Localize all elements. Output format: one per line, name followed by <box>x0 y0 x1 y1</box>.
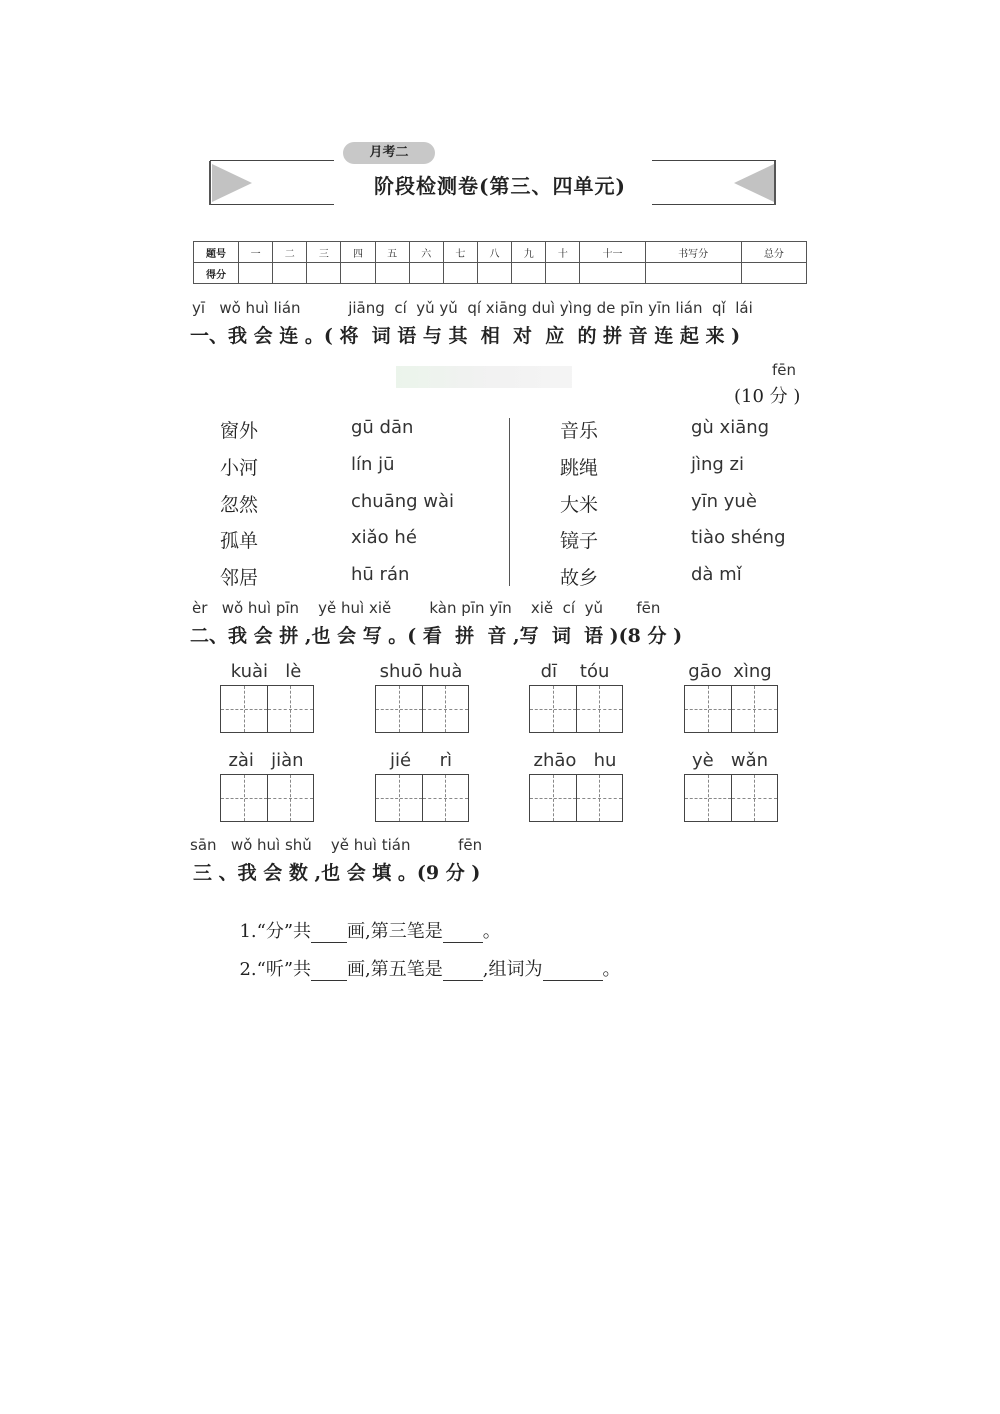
right-arrow-flag-icon <box>730 160 778 206</box>
writing-box[interactable] <box>577 686 623 732</box>
table-cell: 四 <box>341 242 375 263</box>
writing-box[interactable] <box>530 775 577 821</box>
score-field[interactable] <box>341 263 375 284</box>
grid-boxes[interactable] <box>684 774 778 822</box>
score-field[interactable] <box>546 263 580 284</box>
section2-heading: 二、我 会 拼 ,也 会 写 。( 看 拼 音 ,写 词 语 )(8 分 ) <box>190 625 683 647</box>
writing-grid[interactable] <box>220 661 312 733</box>
table-cell: 十 <box>546 242 580 263</box>
writing-box[interactable] <box>376 686 423 732</box>
left-word: 孤单 <box>220 530 259 552</box>
question-2-text-a: 2.“听”共 <box>239 959 312 980</box>
score-field[interactable] <box>512 263 546 284</box>
writing-grid[interactable] <box>529 661 621 733</box>
right-word: 故乡 <box>560 567 599 589</box>
left-arrow-flag-icon <box>208 160 256 206</box>
writing-grid[interactable] <box>375 750 467 822</box>
section1-pinyin: yī wǒ huì lián jiāng cí yǔ yǔ qí xiāng duì yìng de pīn yīn lián qǐ lái <box>192 299 753 317</box>
score-table <box>193 241 807 284</box>
writing-grid[interactable] <box>375 661 467 733</box>
grid-boxes[interactable] <box>375 774 469 822</box>
score-field[interactable] <box>307 263 341 284</box>
writing-box[interactable] <box>530 686 577 732</box>
right-word: 音乐 <box>560 420 599 442</box>
score-field[interactable] <box>741 263 806 284</box>
right-word: 大米 <box>560 494 599 516</box>
question-1-text-a: 1.“分”共 <box>239 921 312 942</box>
table-cell: 五 <box>375 242 409 263</box>
section2-pinyin: èr wǒ huì pīn yě huì xiě kàn pīn yīn xiě cí yǔ fēn <box>192 599 661 617</box>
grid-pinyin: zhāo hu <box>533 750 617 771</box>
writing-box[interactable] <box>376 775 423 821</box>
page-title: 阶段检测卷(第三、四单元) <box>374 174 626 198</box>
left-pinyin: hū rán <box>351 564 410 585</box>
section3-heading: 三 、我 会 数 ,也 会 填 。(9 分 ) <box>193 862 481 884</box>
table-cell: 总分 <box>741 242 806 263</box>
grid-pinyin: kuài lè <box>230 661 302 682</box>
column-divider <box>509 418 510 586</box>
writing-box[interactable] <box>268 775 314 821</box>
writing-box[interactable] <box>685 686 732 732</box>
grid-pinyin: shuō huà <box>379 661 463 682</box>
left-word: 小河 <box>220 457 259 479</box>
table-cell: 题号 <box>194 242 239 263</box>
score-field[interactable] <box>645 263 741 284</box>
score-field[interactable] <box>580 263 645 284</box>
score-table-header-row <box>194 242 807 263</box>
writing-box[interactable] <box>423 775 469 821</box>
grid-boxes[interactable] <box>220 685 314 733</box>
left-word: 忽然 <box>220 494 259 516</box>
question-2-text-c: ,组词为 <box>482 959 543 980</box>
right-pinyin: jìng zi <box>691 454 745 475</box>
writing-box[interactable] <box>423 686 469 732</box>
section3-pinyin: sān wǒ huì shǔ yě huì tián fēn <box>190 836 483 854</box>
table-cell: 得分 <box>194 263 239 284</box>
section1-heading: 一、我 会 连 。( 将 词 语 与 其 相 对 应 的 拼 音 连 起 来 ) <box>190 325 741 347</box>
writing-grid[interactable] <box>684 661 776 733</box>
score-field[interactable] <box>239 263 273 284</box>
writing-grid[interactable] <box>529 750 621 822</box>
grid-pinyin: gāo xìng <box>688 661 772 682</box>
section1-score: (10 分 ) <box>734 386 801 407</box>
grid-pinyin: yè wǎn <box>691 750 769 771</box>
writing-box[interactable] <box>221 775 268 821</box>
table-cell: 书写分 <box>645 242 741 263</box>
table-cell: 八 <box>477 242 511 263</box>
right-pinyin: gù xiāng <box>691 417 770 438</box>
exam-badge: 月考二 <box>343 142 435 164</box>
left-pinyin: gū dān <box>351 417 414 438</box>
right-pinyin: dà mǐ <box>691 564 742 585</box>
stroke-count-blank[interactable] <box>311 962 347 981</box>
left-pinyin: lín jū <box>351 454 395 475</box>
grid-pinyin: zài jiàn <box>228 750 304 771</box>
question-2-text-b: 画,第五笔是 <box>347 959 443 980</box>
grid-boxes[interactable] <box>529 774 623 822</box>
word-answer-blank[interactable] <box>543 962 603 981</box>
right-pinyin: tiào shéng <box>691 527 786 548</box>
right-word: 镜子 <box>560 530 599 552</box>
right-pinyin: yīn yuè <box>691 491 757 512</box>
writing-box[interactable] <box>732 686 778 732</box>
grid-boxes[interactable] <box>220 774 314 822</box>
grid-pinyin: jié rì <box>389 750 453 771</box>
question-1-text-c: 。 <box>482 921 501 942</box>
grid-boxes[interactable] <box>529 685 623 733</box>
writing-grid[interactable] <box>220 750 312 822</box>
writing-box[interactable] <box>732 775 778 821</box>
left-word: 窗外 <box>220 420 259 442</box>
grid-pinyin: dī tóu <box>540 661 610 682</box>
writing-box[interactable] <box>221 686 268 732</box>
grid-boxes[interactable] <box>375 685 469 733</box>
table-cell: 二 <box>273 242 307 263</box>
score-table-score-row <box>194 263 807 284</box>
score-field[interactable] <box>409 263 443 284</box>
blurred-watermark <box>396 366 572 388</box>
score-field[interactable] <box>273 263 307 284</box>
question-1-text-b: 画,第三笔是 <box>347 921 443 942</box>
table-cell: 六 <box>409 242 443 263</box>
score-field[interactable] <box>477 263 511 284</box>
question-2-text-d: 。 <box>602 959 621 980</box>
table-cell: 一 <box>239 242 273 263</box>
writing-box[interactable] <box>577 775 623 821</box>
section1-score-pinyin: fēn <box>772 361 797 379</box>
stroke-answer-blank[interactable] <box>443 962 483 981</box>
question-2 <box>228 934 621 981</box>
left-pinyin: chuāng wài <box>351 491 455 512</box>
writing-box[interactable] <box>268 686 314 732</box>
right-word: 跳绳 <box>560 457 599 479</box>
table-cell: 九 <box>512 242 546 263</box>
table-cell: 十一 <box>580 242 645 263</box>
score-field[interactable] <box>375 263 409 284</box>
left-word: 邻居 <box>220 567 259 589</box>
writing-grid[interactable] <box>684 750 776 822</box>
left-pinyin: xiǎo hé <box>351 527 417 548</box>
grid-boxes[interactable] <box>684 685 778 733</box>
table-cell: 七 <box>443 242 477 263</box>
writing-box[interactable] <box>685 775 732 821</box>
table-cell: 三 <box>307 242 341 263</box>
score-field[interactable] <box>443 263 477 284</box>
